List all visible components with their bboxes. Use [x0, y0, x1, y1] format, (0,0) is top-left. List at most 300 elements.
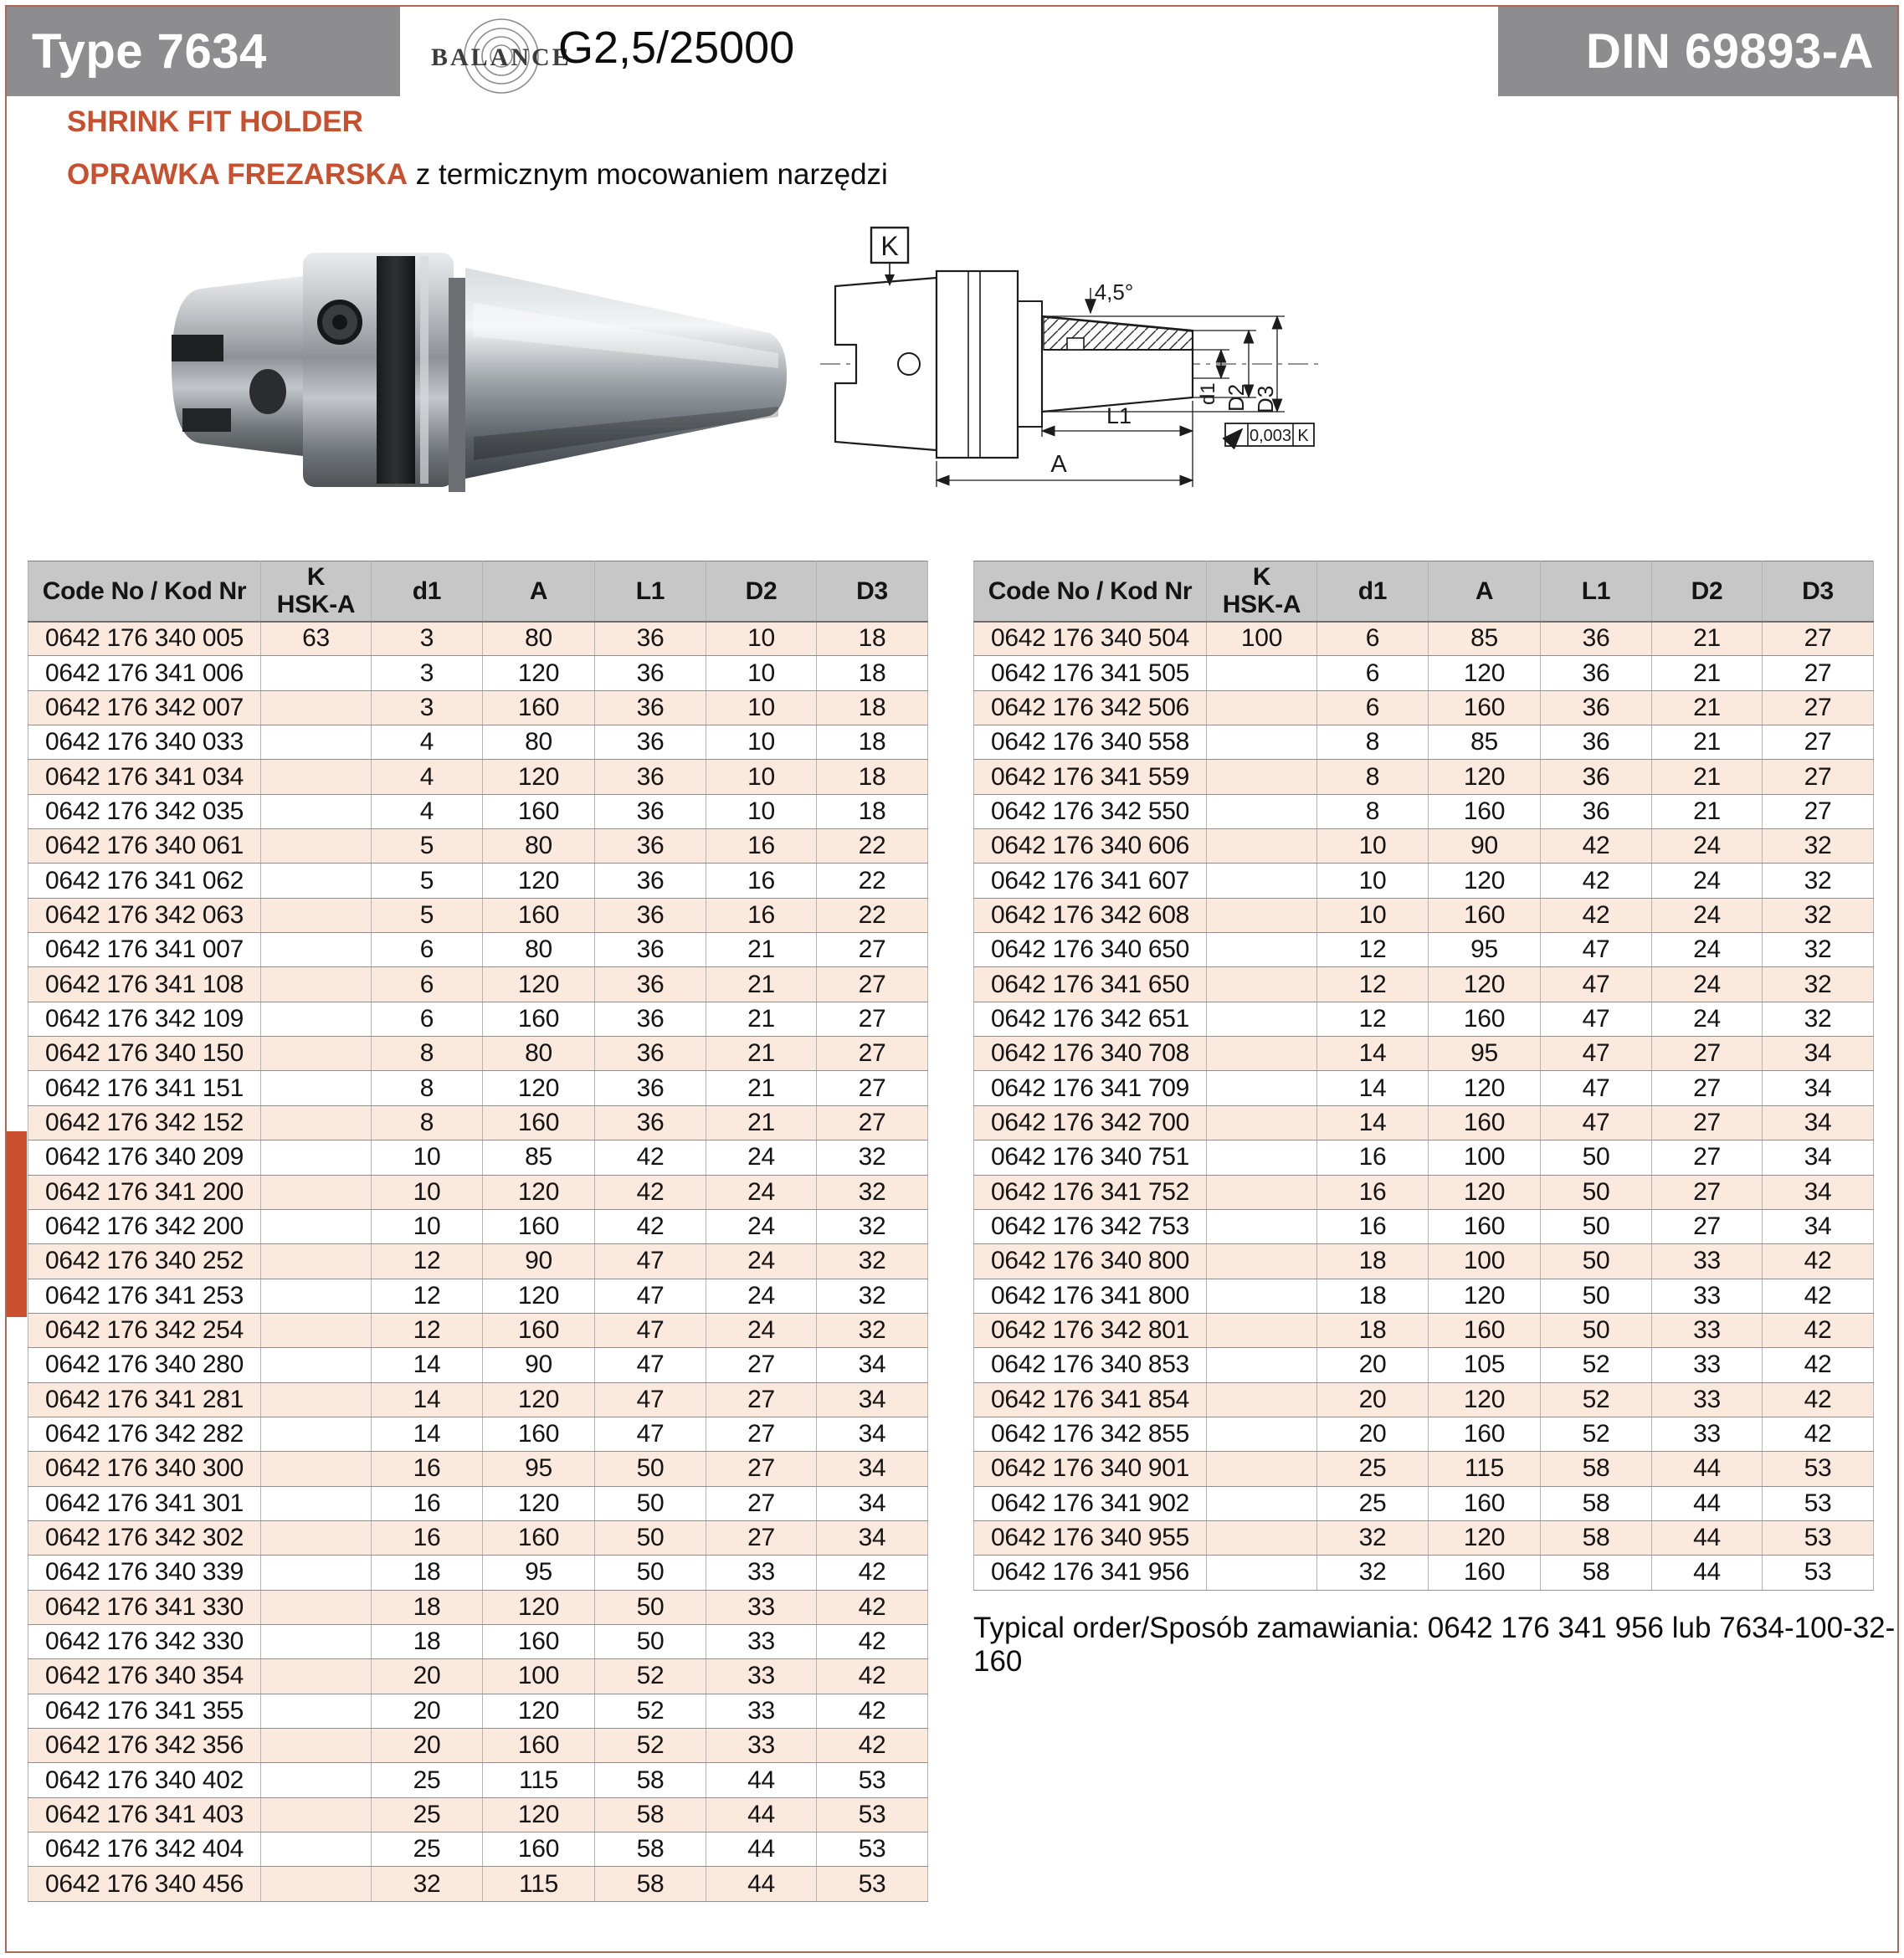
table-cell: 95: [483, 1452, 595, 1486]
col-header-a: A: [1429, 561, 1541, 622]
table-cell: [261, 1244, 372, 1279]
table-cell: 32: [1763, 864, 1874, 898]
table-cell: 27: [1763, 622, 1874, 656]
table-cell: 18: [817, 794, 928, 828]
table-cell: [1207, 1313, 1317, 1347]
table-row: [28, 1624, 928, 1658]
table-cell: 120: [483, 1797, 595, 1832]
table-row: [28, 1659, 928, 1694]
table-cell: 5: [372, 898, 483, 932]
col-header-code: Code No / Kod Nr: [28, 561, 261, 622]
table-cell: [1207, 864, 1317, 898]
table-cell: 0642 176 341 151: [28, 1071, 261, 1105]
runout-tolerance-frame: [1225, 423, 1314, 446]
table-cell: 34: [1763, 1071, 1874, 1105]
table-cell: [1207, 1556, 1317, 1590]
table-cell: 44: [1652, 1520, 1763, 1555]
table-row: [974, 1105, 1874, 1140]
product-photo: [126, 209, 795, 523]
table-cell: 0642 176 342 109: [28, 1002, 261, 1036]
table-cell: 21: [706, 1071, 817, 1105]
table-cell: 27: [1763, 794, 1874, 828]
table-cell: 85: [483, 1140, 595, 1175]
table-cell: [261, 1694, 372, 1728]
table-cell: 36: [1541, 725, 1652, 760]
table-cell: 36: [1541, 794, 1652, 828]
balance-grade-value: G2,5/25000: [558, 23, 795, 73]
table-cell: 4: [372, 794, 483, 828]
table-cell: 36: [1541, 656, 1652, 690]
table-cell: 0642 176 341 607: [974, 864, 1207, 898]
table-cell: 0642 176 341 253: [28, 1279, 261, 1313]
table-cell: 50: [1541, 1244, 1652, 1279]
table-cell: 0642 176 341 403: [28, 1797, 261, 1832]
table-cell: 3: [372, 622, 483, 656]
table-cell: 36: [595, 1002, 706, 1036]
table-cell: 0642 176 342 330: [28, 1624, 261, 1658]
table-cell: 0642 176 340 402: [28, 1763, 261, 1797]
type-title: Type 7634: [32, 24, 267, 79]
table-cell: 0642 176 341 902: [974, 1486, 1207, 1520]
table-cell: 0642 176 342 302: [28, 1520, 261, 1555]
table-cell: 36: [595, 864, 706, 898]
table-cell: 24: [1652, 1002, 1763, 1036]
table-cell: 14: [372, 1348, 483, 1382]
table-cell: [261, 794, 372, 828]
table-cell: 34: [1763, 1175, 1874, 1209]
table-cell: 33: [1652, 1348, 1763, 1382]
table-row: [28, 967, 928, 1002]
table-cell: 115: [1429, 1452, 1541, 1486]
table-row: [28, 1140, 928, 1175]
table-cell: 120: [1429, 1071, 1541, 1105]
table-row: [974, 1071, 1874, 1105]
table-cell: [1207, 1037, 1317, 1071]
table-cell: 42: [817, 1729, 928, 1763]
col-header-code: Code No / Kod Nr: [974, 561, 1207, 622]
table-cell: 34: [817, 1348, 928, 1382]
table-cell: 6: [372, 933, 483, 967]
table-cell: [261, 1832, 372, 1867]
table-row: [28, 1452, 928, 1486]
table-row: [28, 1037, 928, 1071]
table-cell: 10: [706, 760, 817, 794]
table-cell: [1207, 760, 1317, 794]
dim-label-a: A: [1050, 451, 1067, 478]
table-row: [28, 1313, 928, 1347]
table-cell: 25: [1317, 1452, 1429, 1486]
table-cell: 0642 176 340 853: [974, 1348, 1207, 1382]
table-cell: 10: [1317, 864, 1429, 898]
table-row: [974, 1002, 1874, 1036]
table-cell: 53: [1763, 1486, 1874, 1520]
table-cell: 0642 176 341 752: [974, 1175, 1207, 1209]
table-cell: 47: [1541, 1002, 1652, 1036]
table-cell: 47: [1541, 1071, 1652, 1105]
table-row: [974, 1348, 1874, 1382]
table-cell: 32: [817, 1140, 928, 1175]
table-cell: 20: [1317, 1382, 1429, 1417]
col-header-d1: d1: [1317, 561, 1429, 622]
table-cell: 32: [817, 1209, 928, 1243]
table-row: [28, 760, 928, 794]
table-cell: 53: [817, 1867, 928, 1901]
table-cell: 120: [1429, 967, 1541, 1002]
table-row: [974, 933, 1874, 967]
table-cell: 10: [1317, 898, 1429, 932]
table-cell: 0642 176 340 456: [28, 1867, 261, 1901]
table-cell: 10: [372, 1175, 483, 1209]
table-cell: [1207, 1140, 1317, 1175]
table-cell: 16: [706, 864, 817, 898]
table-cell: 21: [1652, 622, 1763, 656]
table-cell: 100: [1207, 622, 1317, 656]
table-cell: 160: [483, 1002, 595, 1036]
table-cell: 120: [483, 760, 595, 794]
table-cell: [261, 1659, 372, 1694]
table-cell: 120: [1429, 1520, 1541, 1555]
table-row: [28, 829, 928, 864]
table-cell: 47: [595, 1313, 706, 1347]
table-cell: 32: [817, 1313, 928, 1347]
table-cell: 44: [706, 1832, 817, 1867]
table-cell: 36: [1541, 622, 1652, 656]
table-cell: 42: [817, 1556, 928, 1590]
col-header-hsk: K HSK-A: [1207, 561, 1317, 622]
table-cell: 25: [372, 1832, 483, 1867]
table-cell: [261, 1556, 372, 1590]
table-cell: 24: [1652, 829, 1763, 864]
table-cell: 22: [817, 898, 928, 932]
table-cell: 47: [595, 1382, 706, 1417]
table-row: [28, 794, 928, 828]
table-cell: 0642 176 341 956: [974, 1556, 1207, 1590]
table-row: [28, 1417, 928, 1451]
table-cell: 0642 176 340 504: [974, 622, 1207, 656]
table-cell: [261, 1209, 372, 1243]
table-row: [974, 760, 1874, 794]
table-cell: 33: [1652, 1417, 1763, 1451]
table-cell: 120: [483, 967, 595, 1002]
table-cell: 27: [817, 1105, 928, 1140]
table-cell: 33: [1652, 1382, 1763, 1417]
table-cell: 34: [1763, 1209, 1874, 1243]
table-cell: 27: [1652, 1175, 1763, 1209]
table-cell: 0642 176 341 800: [974, 1279, 1207, 1313]
table-cell: 50: [595, 1556, 706, 1590]
table-cell: 105: [1429, 1348, 1541, 1382]
table-cell: 0642 176 340 800: [974, 1244, 1207, 1279]
table-row: [974, 656, 1874, 690]
table-cell: 0642 176 342 801: [974, 1313, 1207, 1347]
table-cell: 42: [1763, 1417, 1874, 1451]
table-row: [974, 1382, 1874, 1417]
table-row: [28, 725, 928, 760]
table-cell: 32: [817, 1175, 928, 1209]
table-cell: 0642 176 341 330: [28, 1590, 261, 1624]
table-cell: 47: [1541, 1037, 1652, 1071]
table-cell: 47: [1541, 933, 1652, 967]
table-cell: 50: [595, 1590, 706, 1624]
table-cell: 24: [1652, 864, 1763, 898]
table-cell: 34: [1763, 1037, 1874, 1071]
table-cell: [261, 1452, 372, 1486]
table-cell: 32: [1763, 829, 1874, 864]
table-cell: 120: [483, 1486, 595, 1520]
k-datum-label: K: [880, 231, 899, 261]
table-header-row: [28, 561, 928, 622]
table-cell: 115: [483, 1867, 595, 1901]
product-title-pl-desc: z termicznym mocowaniem narzędzi: [408, 158, 888, 191]
table-cell: 120: [483, 1382, 595, 1417]
table-row: [974, 1313, 1874, 1347]
table-cell: 0642 176 340 901: [974, 1452, 1207, 1486]
table-cell: [1207, 1071, 1317, 1105]
table-cell: 95: [483, 1556, 595, 1590]
table-cell: 53: [817, 1832, 928, 1867]
table-cell: 18: [817, 725, 928, 760]
table-cell: 47: [1541, 967, 1652, 1002]
table-cell: 58: [595, 1832, 706, 1867]
table-cell: 47: [1541, 1105, 1652, 1140]
dim-label-d2: D2: [1224, 383, 1249, 412]
table-cell: 85: [1429, 725, 1541, 760]
table-row: [974, 967, 1874, 1002]
balance-brand-label: BALANCE: [431, 44, 572, 71]
table-cell: 16: [706, 829, 817, 864]
table-cell: 14: [1317, 1105, 1429, 1140]
table-cell: 50: [595, 1452, 706, 1486]
table-cell: [261, 1624, 372, 1658]
table-cell: 3: [372, 656, 483, 690]
table-cell: 33: [706, 1694, 817, 1728]
table-cell: 44: [1652, 1452, 1763, 1486]
table-cell: 120: [1429, 1382, 1541, 1417]
table-cell: 18: [817, 656, 928, 690]
table-cell: 0642 176 342 404: [28, 1832, 261, 1867]
table-cell: [1207, 1244, 1317, 1279]
table-cell: 100: [483, 1659, 595, 1694]
table-row: [28, 1382, 928, 1417]
table-cell: 120: [1429, 864, 1541, 898]
table-cell: 120: [1429, 760, 1541, 794]
table-cell: 160: [1429, 1486, 1541, 1520]
table-cell: 0642 176 341 355: [28, 1694, 261, 1728]
table-cell: 18: [1317, 1279, 1429, 1313]
table-cell: [261, 1520, 372, 1555]
table-cell: 8: [372, 1037, 483, 1071]
table-cell: [1207, 1520, 1317, 1555]
table-cell: 20: [372, 1659, 483, 1694]
table-cell: [1207, 933, 1317, 967]
table-cell: 95: [1429, 1037, 1541, 1071]
table-cell: 18: [372, 1556, 483, 1590]
table-row: [974, 725, 1874, 760]
table-cell: 36: [595, 1037, 706, 1071]
table-cell: 24: [1652, 933, 1763, 967]
table-cell: 21: [1652, 725, 1763, 760]
table-cell: 120: [1429, 656, 1541, 690]
din-standard-box: [1498, 7, 1897, 96]
table-cell: 52: [1541, 1382, 1652, 1417]
table-cell: 10: [706, 622, 817, 656]
table-cell: 33: [706, 1590, 817, 1624]
table-cell: 50: [1541, 1279, 1652, 1313]
table-row: [974, 1279, 1874, 1313]
table-cell: 0642 176 342 282: [28, 1417, 261, 1451]
table-row: [28, 1763, 928, 1797]
table-cell: 24: [1652, 898, 1763, 932]
table-cell: [261, 656, 372, 690]
table-cell: 3: [372, 690, 483, 725]
table-cell: [1207, 1348, 1317, 1382]
table-cell: [261, 1486, 372, 1520]
table-cell: 0642 176 340 606: [974, 829, 1207, 864]
table-cell: 58: [595, 1867, 706, 1901]
left-table: [28, 561, 928, 1902]
table-cell: 25: [1317, 1486, 1429, 1520]
table-cell: [261, 933, 372, 967]
table-cell: 21: [706, 1105, 817, 1140]
table-cell: [261, 1105, 372, 1140]
runout-value: 0,003: [1249, 427, 1292, 445]
table-row: [974, 1452, 1874, 1486]
table-cell: 24: [706, 1140, 817, 1175]
table-cell: 42: [1541, 829, 1652, 864]
table-cell: 33: [1652, 1244, 1763, 1279]
table-cell: 32: [372, 1867, 483, 1901]
table-row: [28, 1175, 928, 1209]
table-cell: 160: [483, 690, 595, 725]
table-cell: [1207, 1209, 1317, 1243]
table-cell: 42: [817, 1624, 928, 1658]
table-cell: 27: [1652, 1071, 1763, 1105]
table-cell: 20: [1317, 1417, 1429, 1451]
table-cell: 4: [372, 760, 483, 794]
table-cell: 33: [706, 1659, 817, 1694]
table-cell: 0642 176 340 751: [974, 1140, 1207, 1175]
table-cell: 50: [1541, 1313, 1652, 1347]
table-cell: 10: [706, 725, 817, 760]
table-cell: 0642 176 342 007: [28, 690, 261, 725]
table-cell: 47: [595, 1279, 706, 1313]
table-cell: 16: [706, 898, 817, 932]
table-cell: 16: [372, 1486, 483, 1520]
table-cell: 6: [372, 967, 483, 1002]
table-cell: 120: [483, 864, 595, 898]
table-cell: 0642 176 341 007: [28, 933, 261, 967]
table-cell: 36: [595, 1071, 706, 1105]
table-cell: [261, 829, 372, 864]
table-cell: 0642 176 340 558: [974, 725, 1207, 760]
table-cell: 27: [817, 967, 928, 1002]
table-row: [28, 1002, 928, 1036]
table-cell: [261, 1002, 372, 1036]
table-cell: 160: [1429, 1002, 1541, 1036]
table-row: [974, 1244, 1874, 1279]
table-cell: 160: [483, 794, 595, 828]
table-cell: 0642 176 340 005: [28, 622, 261, 656]
table-cell: [1207, 794, 1317, 828]
table-cell: 16: [1317, 1209, 1429, 1243]
table-cell: 80: [483, 829, 595, 864]
table-cell: 27: [817, 1037, 928, 1071]
table-row: [28, 1520, 928, 1555]
table-cell: 58: [1541, 1486, 1652, 1520]
col-header-a: A: [483, 561, 595, 622]
table-cell: [261, 1175, 372, 1209]
col-header-l1: L1: [1541, 561, 1652, 622]
table-row: [28, 1832, 928, 1867]
table-cell: 18: [372, 1624, 483, 1658]
table-cell: 18: [817, 690, 928, 725]
table-cell: 58: [1541, 1452, 1652, 1486]
table-cell: 8: [1317, 725, 1429, 760]
table-cell: 34: [817, 1417, 928, 1451]
table-cell: [1207, 1002, 1317, 1036]
table-cell: 10: [706, 656, 817, 690]
table-cell: 0642 176 341 505: [974, 656, 1207, 690]
table-cell: 12: [372, 1244, 483, 1279]
table-cell: [1207, 829, 1317, 864]
table-cell: [1207, 725, 1317, 760]
table-cell: [261, 1729, 372, 1763]
table-cell: 36: [595, 794, 706, 828]
table-cell: 47: [595, 1348, 706, 1382]
table-cell: 0642 176 342 200: [28, 1209, 261, 1243]
product-title-pl-main: OPRAWKA FREZARSKA: [67, 158, 408, 191]
table-cell: 10: [1317, 829, 1429, 864]
table-cell: 0642 176 341 006: [28, 656, 261, 690]
table-row: [974, 622, 1874, 656]
table-cell: 120: [483, 1694, 595, 1728]
table-cell: 32: [817, 1279, 928, 1313]
table-row: [28, 933, 928, 967]
table-cell: 8: [372, 1071, 483, 1105]
angle-label: 4,5°: [1094, 279, 1134, 305]
table-row: [28, 1797, 928, 1832]
table-row: [28, 1556, 928, 1590]
table-cell: 4: [372, 725, 483, 760]
table-row: [974, 829, 1874, 864]
table-row: [974, 690, 1874, 725]
table-cell: 0642 176 342 700: [974, 1105, 1207, 1140]
table-cell: 24: [706, 1244, 817, 1279]
table-cell: 36: [595, 725, 706, 760]
table-cell: [261, 1279, 372, 1313]
table-row: [28, 1590, 928, 1624]
table-cell: 27: [1763, 656, 1874, 690]
table-cell: 27: [706, 1348, 817, 1382]
table-cell: 21: [706, 933, 817, 967]
table-cell: 160: [483, 898, 595, 932]
table-cell: 27: [706, 1520, 817, 1555]
table-cell: 0642 176 341 034: [28, 760, 261, 794]
table-cell: 42: [1763, 1244, 1874, 1279]
table-cell: 0642 176 342 855: [974, 1417, 1207, 1451]
table-cell: [261, 1417, 372, 1451]
table-cell: [1207, 1452, 1317, 1486]
table-cell: [261, 1867, 372, 1901]
table-cell: 0642 176 341 709: [974, 1071, 1207, 1105]
table-cell: 0642 176 342 356: [28, 1729, 261, 1763]
table-cell: 12: [1317, 933, 1429, 967]
table-row: [28, 898, 928, 932]
table-cell: 27: [706, 1382, 817, 1417]
table-cell: 52: [595, 1729, 706, 1763]
table-cell: 53: [1763, 1520, 1874, 1555]
table-cell: [261, 1382, 372, 1417]
